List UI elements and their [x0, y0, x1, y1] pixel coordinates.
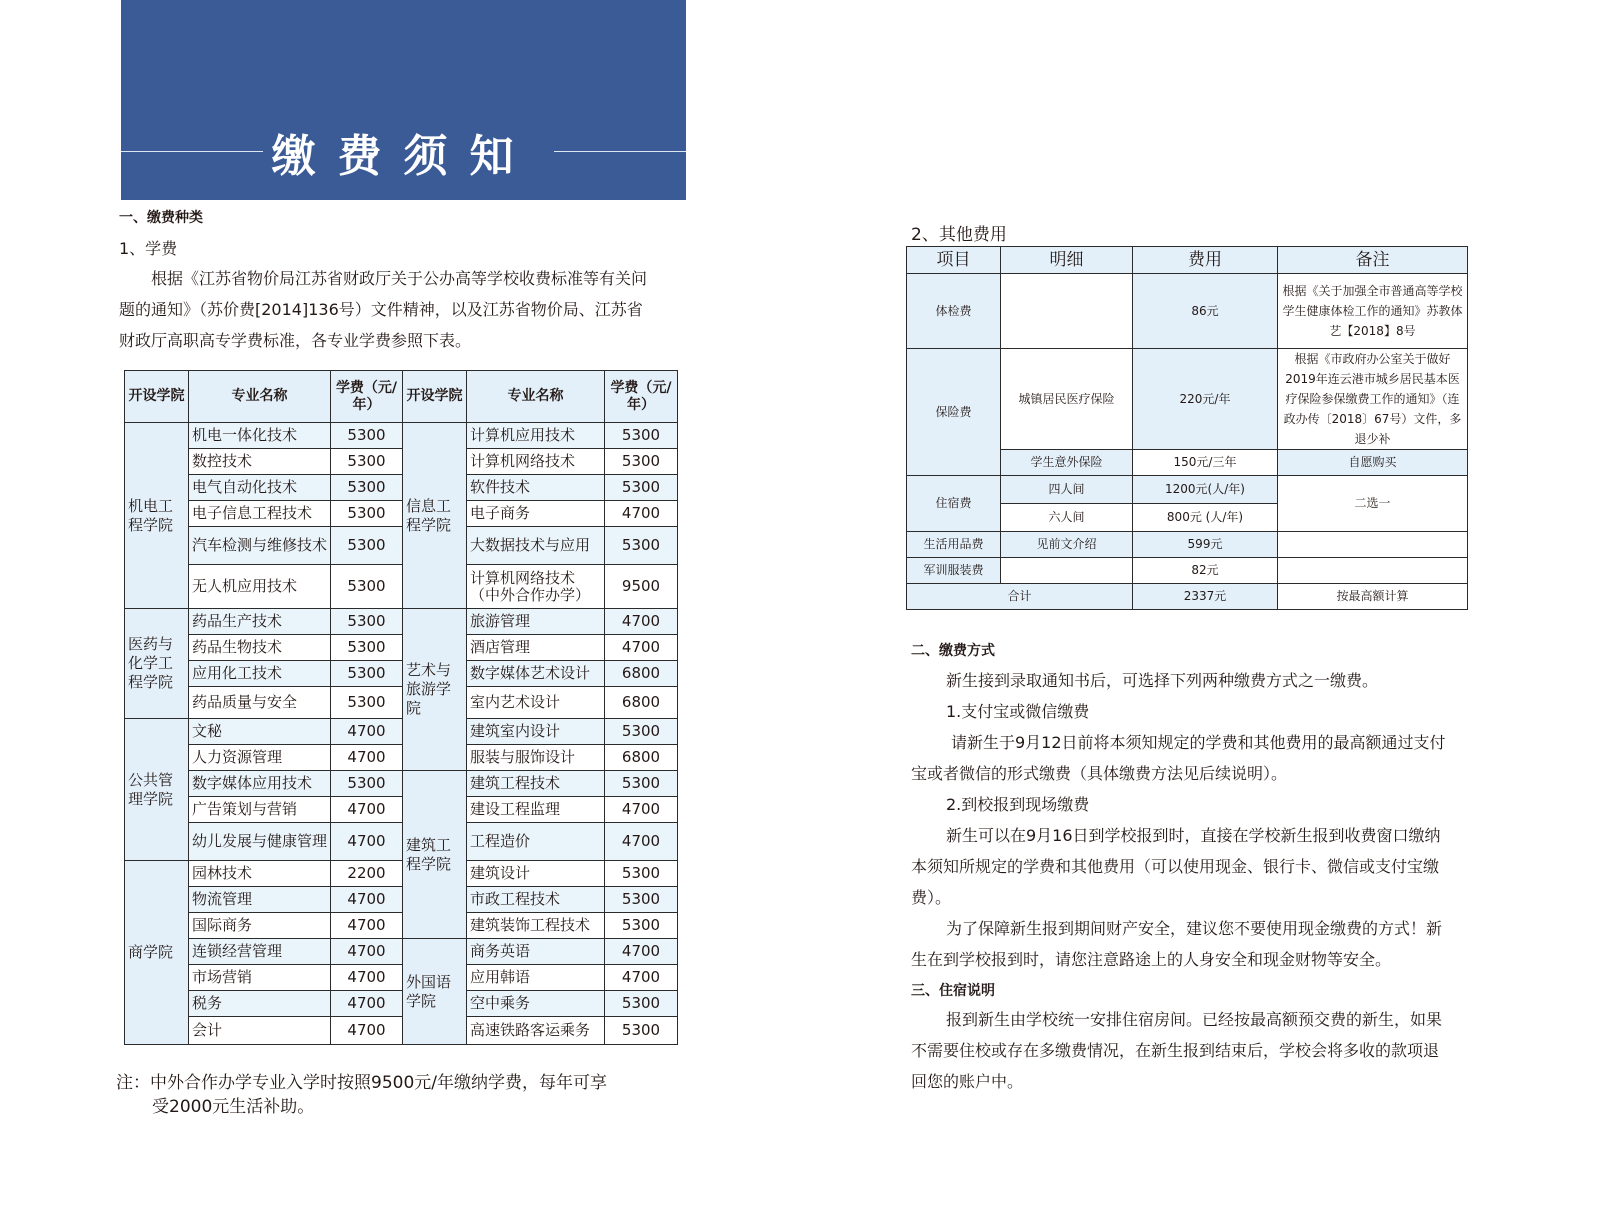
major-name: 计算机网络技术（中外合作办学）	[467, 565, 605, 609]
major-fee: 5300	[331, 423, 403, 449]
header-remark: 备注	[1278, 247, 1468, 274]
major-fee: 5300	[605, 423, 678, 449]
major-name: 电子信息工程技术	[189, 501, 331, 527]
header-major: 专业名称	[189, 371, 331, 423]
table-row	[125, 939, 678, 965]
para-line: 1.支付宝或微信缴费	[946, 702, 1090, 721]
table-row	[125, 635, 678, 661]
major-fee: 5300	[605, 913, 678, 939]
major-name: 文秘	[189, 719, 331, 745]
table-row	[125, 423, 678, 449]
fee-amount: 150元/三年	[1133, 450, 1278, 476]
major-fee: 4700	[331, 939, 403, 965]
major-name: 市场营销	[189, 965, 331, 991]
table-row	[125, 501, 678, 527]
section1-title: 一、缴费种类	[119, 210, 203, 226]
major-name: 药品生物技术	[189, 635, 331, 661]
sub1-title: 1、学费	[119, 239, 178, 258]
header-detail: 明细	[1001, 247, 1133, 274]
fee-detail: 六人间	[1001, 504, 1133, 532]
fee-amount: 599元	[1133, 532, 1278, 558]
major-name: 电气自动化技术	[189, 475, 331, 501]
table-row	[125, 609, 678, 635]
fee-amount: 86元	[1133, 274, 1278, 349]
table-row	[125, 475, 678, 501]
major-name: 机电一体化技术	[189, 423, 331, 449]
major-name: 广告策划与营销	[189, 797, 331, 823]
table-row	[125, 527, 678, 565]
fee-item: 体检费	[907, 274, 1001, 349]
fee-detail	[1001, 558, 1133, 584]
major-fee: 4700	[331, 1017, 403, 1045]
table-row	[125, 1017, 678, 1045]
para-line: 生在到学校报到时，请您注意路途上的人身安全和现金财物等安全。	[911, 950, 1392, 969]
fee-item: 军训服装费	[907, 558, 1001, 584]
fee-remark	[1278, 532, 1468, 558]
major-name: 数字媒体应用技术	[189, 771, 331, 797]
major-name: 药品生产技术	[189, 609, 331, 635]
fee-remark: 自愿购买	[1278, 450, 1468, 476]
fee-remark: 根据《市政府办公室关于做好2019年连云港市城乡居民基本医疗保险参保缴费工作的通知》（连政办传〔2018〕67号）文件，多退少补	[1278, 349, 1468, 450]
major-name: 计算机应用技术	[467, 423, 605, 449]
fee-detail: 见前文介绍	[1001, 532, 1133, 558]
table-row	[125, 771, 678, 797]
major-name: 建筑装饰工程技术	[467, 913, 605, 939]
header-item: 项目	[907, 247, 1001, 274]
tuition-table	[124, 370, 678, 1045]
major-fee: 4700	[605, 797, 678, 823]
section3-title: 三、住宿说明	[911, 983, 995, 999]
major-fee: 5300	[331, 687, 403, 719]
major-name: 汽车检测与维修技术	[189, 527, 331, 565]
major-fee: 4700	[605, 965, 678, 991]
major-fee: 9500	[605, 565, 678, 609]
major-name: 酒店管理	[467, 635, 605, 661]
major-fee: 5300	[331, 635, 403, 661]
major-name: 应用化工技术	[189, 661, 331, 687]
college-waiguoyu: 外国语学院	[403, 939, 467, 1045]
tuition-header-row	[125, 371, 678, 423]
college-gonggong: 公共管理学院	[125, 719, 189, 861]
fee-item: 住宿费	[907, 476, 1001, 532]
college-yiyao: 医药与化学工程学院	[125, 609, 189, 719]
table-row	[907, 532, 1468, 558]
major-name: 物流管理	[189, 887, 331, 913]
header-fee: 费用	[1133, 247, 1278, 274]
major-fee: 4700	[331, 797, 403, 823]
note-line: 受2000元生活补助。	[152, 1097, 315, 1117]
major-fee: 5300	[331, 527, 403, 565]
header-major: 专业名称	[467, 371, 605, 423]
payment-methods	[911, 665, 1491, 975]
major-name: 人力资源管理	[189, 745, 331, 771]
intro-line: 题的通知》（苏价费[2014]136号）文件精神，以及江苏省物价局、江苏省	[119, 300, 643, 319]
header-college: 开设学院	[403, 371, 467, 423]
table-row	[125, 449, 678, 475]
other-fees-table	[906, 246, 1468, 610]
total-row	[907, 584, 1468, 610]
major-fee: 5300	[331, 609, 403, 635]
major-name: 大数据技术与应用	[467, 527, 605, 565]
college-jidian: 机电工程学院	[125, 423, 189, 609]
major-name: 市政工程技术	[467, 887, 605, 913]
major-name: 空中乘务	[467, 991, 605, 1017]
major-fee: 5300	[605, 887, 678, 913]
major-fee: 4700	[605, 823, 678, 861]
major-fee: 6800	[605, 745, 678, 771]
major-name: 税务	[189, 991, 331, 1017]
major-fee: 4700	[331, 887, 403, 913]
major-name: 无人机应用技术	[189, 565, 331, 609]
college-jianzhu: 建筑工程学院	[403, 771, 467, 939]
major-name: 电子商务	[467, 501, 605, 527]
major-fee: 4700	[331, 719, 403, 745]
major-name: 高速铁路客运乘务	[467, 1017, 605, 1045]
total-label: 合计	[907, 584, 1133, 610]
fee-remark	[1278, 558, 1468, 584]
table-row	[125, 913, 678, 939]
table-row	[907, 274, 1468, 349]
table-row	[125, 991, 678, 1017]
table-row	[125, 719, 678, 745]
note-line: 注：中外合作办学专业入学时按照9500元/年缴纳学费，每年可享	[116, 1073, 607, 1093]
table-row	[125, 887, 678, 913]
major-fee: 5300	[605, 1017, 678, 1045]
major-name: 应用韩语	[467, 965, 605, 991]
major-fee: 5300	[331, 501, 403, 527]
major-fee: 6800	[605, 661, 678, 687]
tuition-note	[116, 1071, 607, 1119]
major-fee: 5300	[331, 449, 403, 475]
table-row	[125, 661, 678, 687]
table-row	[125, 797, 678, 823]
major-name: 建筑室内设计	[467, 719, 605, 745]
major-name: 园林技术	[189, 861, 331, 887]
table-row	[125, 565, 678, 609]
major-fee: 6800	[605, 687, 678, 719]
other-header-row	[907, 247, 1468, 274]
header-fee: 学费（元/年）	[605, 371, 678, 423]
major-fee: 4700	[331, 965, 403, 991]
major-fee: 5300	[605, 861, 678, 887]
table-row	[125, 745, 678, 771]
para-line: 回您的账户中。	[911, 1072, 1024, 1091]
para-line: 本须知所规定的学费和其他费用（可以使用现金、银行卡、微信或支付宝缴	[911, 857, 1440, 876]
header-college: 开设学院	[125, 371, 189, 423]
tuition-intro	[119, 263, 679, 356]
fee-detail	[1001, 274, 1133, 349]
major-name: 建设工程监理	[467, 797, 605, 823]
major-fee: 4700	[331, 913, 403, 939]
banner-line-left	[121, 151, 263, 152]
sub2-title: 2、其他费用	[911, 225, 1007, 245]
major-name: 会计	[189, 1017, 331, 1045]
table-row	[907, 349, 1468, 450]
banner-line-right	[554, 151, 686, 152]
para-line: 新生接到录取通知书后，可选择下列两种缴费方式之一缴费。	[946, 671, 1379, 690]
major-name: 计算机网络技术	[467, 449, 605, 475]
major-name: 建筑设计	[467, 861, 605, 887]
total-remark: 按最高额计算	[1278, 584, 1468, 610]
major-fee: 5300	[605, 475, 678, 501]
fee-amount: 1200元(人/年)	[1133, 476, 1278, 504]
table-row	[907, 476, 1468, 504]
major-fee: 4700	[605, 501, 678, 527]
major-fee: 5300	[331, 565, 403, 609]
major-name: 建筑工程技术	[467, 771, 605, 797]
intro-line: 财政厅高职高专学费标准，各专业学费参照下表。	[119, 331, 472, 350]
major-fee: 4700	[331, 823, 403, 861]
para-line: 为了保障新生报到期间财产安全，建议您不要使用现金缴费的方式！新	[946, 919, 1443, 938]
fee-amount: 800元 (人/年)	[1133, 504, 1278, 532]
major-fee: 5300	[331, 475, 403, 501]
major-name: 数字媒体艺术设计	[467, 661, 605, 687]
major-fee: 5300	[331, 771, 403, 797]
fee-detail: 城镇居民医疗保险	[1001, 349, 1133, 450]
section2-title: 二、缴费方式	[911, 643, 995, 659]
para-line: 费）。	[911, 888, 952, 907]
table-row	[125, 823, 678, 861]
major-name: 药品质量与安全	[189, 687, 331, 719]
total-amount: 2337元	[1133, 584, 1278, 610]
table-row	[125, 965, 678, 991]
major-fee: 5300	[331, 661, 403, 687]
para-line: 不需要住校或存在多缴费情况，在新生报到结束后，学校会将多收的款项退	[911, 1041, 1440, 1060]
major-name: 旅游管理	[467, 609, 605, 635]
college-yishu: 艺术与旅游学院	[403, 609, 467, 771]
banner-title: 缴费须知	[271, 131, 536, 182]
college-xinxi: 信息工程学院	[403, 423, 467, 609]
para-line: 新生可以在9月16日到学校报到时，直接在学校新生报到收费窗口缴纳	[946, 826, 1441, 845]
table-row	[907, 558, 1468, 584]
housing-notes	[911, 1004, 1491, 1097]
major-fee: 4700	[605, 939, 678, 965]
header-fee: 学费（元/年）	[331, 371, 403, 423]
table-row	[125, 687, 678, 719]
fee-item: 保险费	[907, 349, 1001, 476]
major-fee: 4700	[331, 991, 403, 1017]
table-row	[125, 861, 678, 887]
fee-detail: 四人间	[1001, 476, 1133, 504]
fee-remark: 根据《关于加强全市普通高等学校学生健康体检工作的通知》苏教体艺【2018】8号	[1278, 274, 1468, 349]
major-name: 数控技术	[189, 449, 331, 475]
para-line: 2.到校报到现场缴费	[946, 795, 1090, 814]
major-fee: 5300	[605, 771, 678, 797]
fee-remark: 二选一	[1278, 476, 1468, 532]
major-name: 连锁经营管理	[189, 939, 331, 965]
title-banner	[121, 0, 686, 200]
major-name: 室内艺术设计	[467, 687, 605, 719]
intro-line: 根据《江苏省物价局江苏省财政厅关于公办高等学校收费标准等有关问	[151, 269, 648, 288]
para-line: 宝或者微信的形式缴费（具体缴费方法见后续说明）。	[911, 764, 1288, 783]
major-name: 工程造价	[467, 823, 605, 861]
major-name: 服装与服饰设计	[467, 745, 605, 771]
major-fee: 4700	[331, 745, 403, 771]
fee-amount: 82元	[1133, 558, 1278, 584]
major-name: 软件技术	[467, 475, 605, 501]
major-name: 国际商务	[189, 913, 331, 939]
major-fee: 5300	[605, 527, 678, 565]
fee-detail: 学生意外保险	[1001, 450, 1133, 476]
major-fee: 4700	[605, 635, 678, 661]
fee-item: 生活用品费	[907, 532, 1001, 558]
para-line: 请新生于9月12日前将本须知规定的学费和其他费用的最高额通过支付	[951, 733, 1446, 752]
major-fee: 5300	[605, 719, 678, 745]
major-fee: 5300	[605, 991, 678, 1017]
para-line: 报到新生由学校统一安排住宿房间。已经按最高额预交费的新生，如果	[946, 1010, 1443, 1029]
major-fee: 4700	[605, 609, 678, 635]
fee-amount: 220元/年	[1133, 349, 1278, 450]
major-fee: 2200	[331, 861, 403, 887]
major-fee: 5300	[605, 449, 678, 475]
major-name: 商务英语	[467, 939, 605, 965]
college-shang: 商学院	[125, 861, 189, 1045]
major-name: 幼儿发展与健康管理	[189, 823, 331, 861]
